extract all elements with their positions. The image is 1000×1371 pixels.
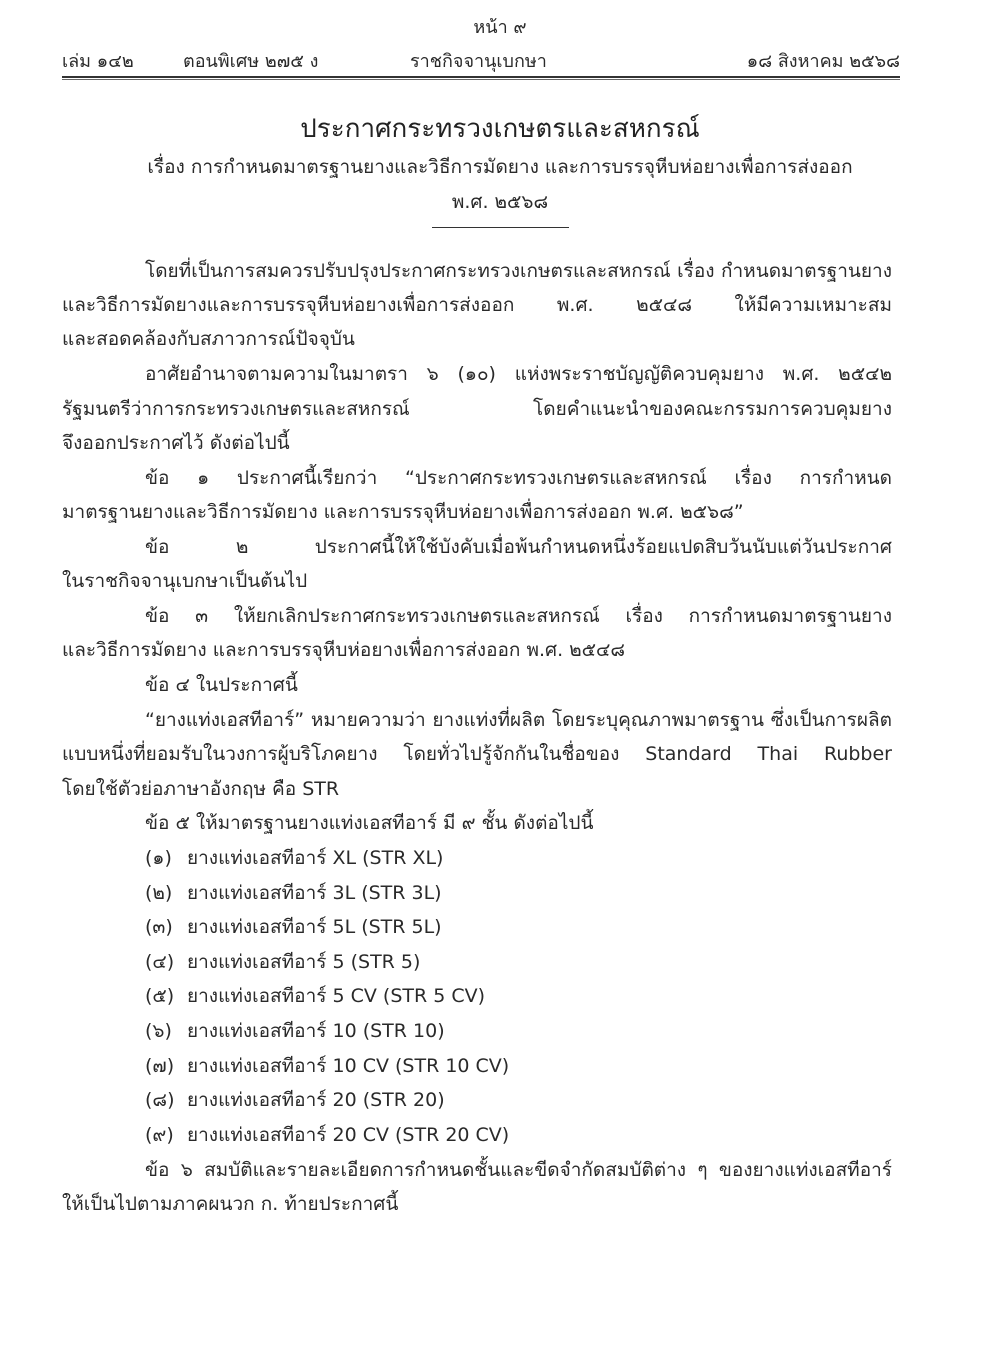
header-publication: ราชกิจจานุเบกษา [410,51,547,72]
grade-number: (๑) [145,847,172,869]
definition-line: โดยใช้ตัวย่อภาษาอังกฤษ คือ STR [62,778,340,800]
body-line: โดยที่เป็นการสมควรปรับปรุงประกาศกระทรวงเกษตรและสหกรณ์ เรื่อง กำหนดมาตรฐานยาง [145,260,892,282]
clause-2: ข้อ ๒ ประกาศนี้ให้ใช้บังคับเมื่อพ้นกำหนดหนึ่งร้อยแปดสิบวันนับแต่วันประกาศ [145,536,892,558]
document-subject: เรื่อง การกำหนดมาตรฐานยางและวิธีการมัดยาง และการบรรจุหีบห่อยางเพื่อการส่งออก [147,156,853,178]
grade-number: (๓) [145,916,173,938]
body-line: มาตรฐานยางและวิธีการมัดยาง และการบรรจุหีบห่อยางเพื่อการส่งออก พ.ศ. ๒๕๖๘” [62,501,744,523]
grade-item [145,1085,445,1115]
clause-5: ข้อ ๕ ให้มาตรฐานยางแท่งเอสทีอาร์ มี ๙ ชั้น ดังต่อไปนี้ [145,812,594,834]
body-line: ในราชกิจจานุเบกษาเป็นต้นไป [62,570,308,592]
clause-1: ข้อ ๑ ประกาศนี้เรียกว่า “ประกาศกระทรวงเกษตรและสหกรณ์ เรื่อง การกำหนด [145,467,892,489]
page-number: หน้า ๙ [473,17,527,38]
title-divider [432,227,569,228]
grade-item [145,1120,509,1150]
header-issue: ตอนพิเศษ ๒๗๕ ง [183,51,319,72]
grade-text: ยางแท่งเอสทีอาร์ 20 (STR 20) [187,1089,445,1111]
body-line: ให้เป็นไปตามภาคผนวก ก. ท้ายประกาศนี้ [62,1193,399,1215]
grade-text: ยางแท่งเอสทีอาร์ 5 CV (STR 5 CV) [187,985,486,1007]
body-line: รัฐมนตรีว่าการกระทรวงเกษตรและสหกรณ์ โดยคำแนะนำของคณะกรรมการควบคุมยาง [62,398,892,420]
grade-text: ยางแท่งเอสทีอาร์ 20 CV (STR 20 CV) [187,1124,510,1146]
header-rule [62,76,900,78]
grade-item [145,1051,509,1081]
header-rule-thin [62,79,900,80]
grade-item [145,912,442,942]
definition-line: “ยางแท่งเอสทีอาร์” หมายความว่า ยางแท่งที่ผลิต โดยระบุคุณภาพมาตรฐาน ซึ่งเป็นการผลิต [145,709,892,731]
grade-item [145,843,443,873]
grade-number: (๘) [145,1089,175,1111]
grade-text: ยางแท่งเอสทีอาร์ 10 CV (STR 10 CV) [187,1055,510,1077]
header-date: ๑๘ สิงหาคม ๒๕๖๘ [746,51,900,72]
grade-number: (๔) [145,951,175,973]
header-volume: เล่ม ๑๔๒ [62,51,134,72]
grade-number: (๗) [145,1055,175,1077]
document-title: ประกาศกระทรวงเกษตรและสหกรณ์ [300,114,700,144]
grade-text: ยางแท่งเอสทีอาร์ 3L (STR 3L) [187,882,442,904]
clause-3: ข้อ ๓ ให้ยกเลิกประกาศกระทรวงเกษตรและสหกรณ์ เรื่อง การกำหนดมาตรฐานยาง [145,605,892,627]
definition-line: แบบหนึ่งที่ยอมรับในวงการผู้บริโภคยาง โดยทั่วไปรู้จักกันในชื่อของ Standard Thai Rubber [62,743,892,765]
body-line: และวิธีการมัดยาง และการบรรจุหีบห่อยางเพื่อการส่งออก พ.ศ. ๒๕๔๘ [62,639,626,661]
body-line: และวิธีการมัดยางและการบรรจุหีบห่อยางเพื่อการส่งออก พ.ศ. ๒๕๔๘ ให้มีความเหมาะสม [62,294,892,316]
grade-text: ยางแท่งเอสทีอาร์ 5L (STR 5L) [187,916,442,938]
grade-item [145,878,442,908]
grade-number: (๙) [145,1124,174,1146]
clause-6: ข้อ ๖ สมบัติและรายละเอียดการกำหนดชั้นและขีดจำกัดสมบัติต่าง ๆ ของยางแท่งเอสทีอาร์ [145,1159,892,1181]
clause-4: ข้อ ๔ ในประกาศนี้ [145,674,298,696]
grade-text: ยางแท่งเอสทีอาร์ XL (STR XL) [187,847,444,869]
grade-text: ยางแท่งเอสทีอาร์ 5 (STR 5) [187,951,421,973]
grade-item [145,947,420,977]
body-line: จึงออกประกาศไว้ ดังต่อไปนี้ [62,432,290,454]
body-line: อาศัยอำนาจตามความในมาตรา ๖ (๑๐) แห่งพระราชบัญญัติควบคุมยาง พ.ศ. ๒๕๔๒ [145,363,892,385]
document-year: พ.ศ. ๒๕๖๘ [451,191,549,213]
body-line: และสอดคล้องกับสภาวการณ์ปัจจุบัน [62,328,355,350]
grade-number: (๒) [145,882,173,904]
grade-item [145,981,485,1011]
grade-number: (๕) [145,985,175,1007]
grade-number: (๖) [145,1020,172,1042]
grade-text: ยางแท่งเอสทีอาร์ 10 (STR 10) [187,1020,445,1042]
grade-item [145,1016,445,1046]
